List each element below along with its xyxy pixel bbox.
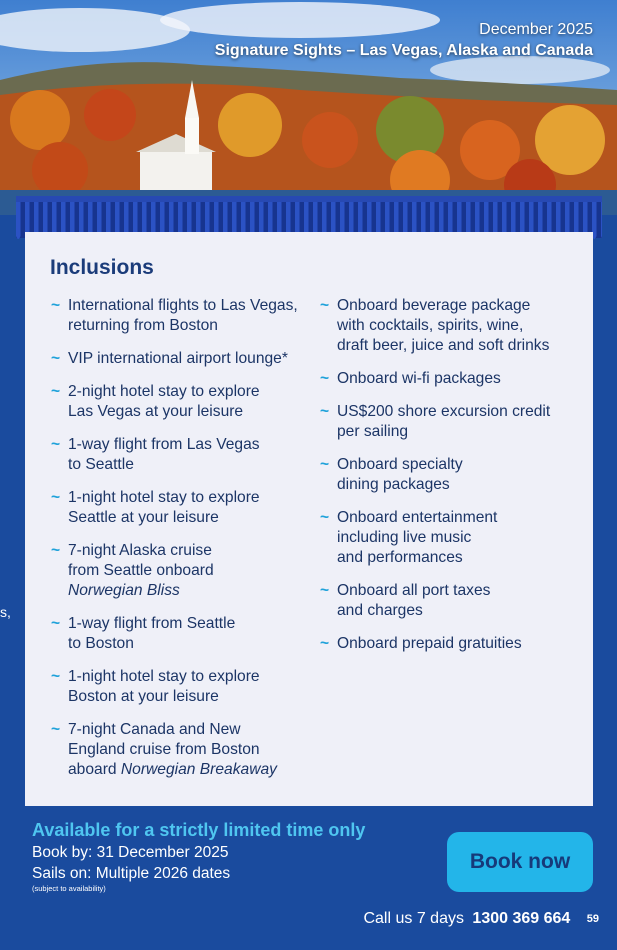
inclusion-text [68,296,311,336]
book-by-date: Book by: 31 December 2025 [32,844,229,861]
inclusion-item [51,667,311,707]
page-number: 59 [586,913,599,925]
inclusion-description: 1-way flight from Las Vegas to Seattle [68,436,260,473]
sailing-dates: Sails on: Multiple 2026 dates [32,865,231,882]
inclusion-description: 1-way flight from Seattle to Boston [68,615,236,652]
call-label: Call us 7 days [363,910,464,927]
inclusion-text [337,296,582,356]
inclusion-description: Onboard entertainment including live music and performances [337,509,498,566]
inclusion-description: US$200 shore excursion credit per sailing [337,403,551,440]
book-now-button[interactable]: Book now [447,832,593,892]
inclusion-item [51,296,311,336]
inclusion-text [337,634,582,654]
curtain-pleat [601,202,602,239]
tilde-bullet-icon: ~ [51,436,61,453]
tilde-bullet-icon: ~ [51,542,61,559]
inclusions-card [25,232,593,806]
tilde-bullet-icon: ~ [51,489,61,506]
inclusions-left-list [51,296,311,793]
issue-date: December 2025 [479,21,593,38]
inclusion-description: Onboard specialty dining packages [337,456,463,493]
inclusion-text [68,435,311,475]
inclusion-item [51,541,311,601]
inclusion-item [320,455,582,495]
inclusion-description: 1-night hotel stay to explore Boston at your leisure [68,668,260,705]
inclusion-text [68,349,311,369]
inclusion-item [51,720,311,780]
inclusion-text [337,455,582,495]
inclusion-text [337,581,582,621]
inclusion-description: Onboard wi-fi packages [337,370,501,387]
inclusions-right-list [320,296,582,667]
inclusion-text [68,488,311,528]
ship-name: Norwegian Bliss [68,582,180,599]
inclusion-text [337,369,582,389]
availability-note: (subject to availability) [32,884,106,893]
inclusion-item [320,369,582,389]
tilde-bullet-icon: ~ [51,721,61,738]
inclusion-item [51,435,311,475]
inclusion-item [320,581,582,621]
inclusion-description: International flights to Las Vegas, returning from Boston [68,297,298,334]
inclusion-text [68,541,311,601]
promo-headline: Available for a strictly limited time only [32,820,366,840]
tilde-bullet-icon: ~ [320,509,330,526]
edge-text-fragment: s, [0,604,11,620]
inclusion-description: VIP international airport lounge* [68,350,288,367]
curtain-pleat [16,202,21,239]
tilde-bullet-icon: ~ [320,635,330,652]
inclusion-description: 7-night Canada and New England cruise from Boston aboard [68,721,260,778]
inclusion-text [337,402,582,442]
inclusion-item [51,349,311,369]
inclusion-text [68,667,311,707]
inclusion-item [320,634,582,654]
inclusion-description: Onboard beverage package with cocktails, spirits, wine, draft beer, juice and soft drinks [337,297,550,354]
inclusions-heading: Inclusions [50,256,154,279]
tilde-bullet-icon: ~ [320,582,330,599]
inclusion-item [51,382,311,422]
inclusion-description: 1-night hotel stay to explore Seattle at your leisure [68,489,260,526]
tilde-bullet-icon: ~ [51,383,61,400]
inclusion-item [320,296,582,356]
tilde-bullet-icon: ~ [51,350,61,367]
promo-block [32,818,365,894]
inclusion-description: 7-night Alaska cruise from Seattle onboard [68,542,214,579]
inclusion-description: Onboard prepaid gratuities [337,635,522,652]
hero-image [0,0,617,215]
tilde-bullet-icon: ~ [320,403,330,420]
tilde-bullet-icon: ~ [320,297,330,314]
tilde-bullet-icon: ~ [320,370,330,387]
tilde-bullet-icon: ~ [51,668,61,685]
tilde-bullet-icon: ~ [51,297,61,314]
tilde-bullet-icon: ~ [320,456,330,473]
tilde-bullet-icon: ~ [51,615,61,632]
page-title: Signature Sights – Las Vegas, Alaska and Canada [214,42,593,59]
inclusion-description: Onboard all port taxes and charges [337,582,491,619]
inclusion-item [51,614,311,654]
footer-contact [363,908,599,930]
inclusion-text [337,508,582,568]
inclusion-description: 2-night hotel stay to explore Las Vegas at your leisure [68,383,260,420]
inclusion-text [68,614,311,654]
inclusion-text [68,720,311,780]
ship-name: Norwegian Breakaway [120,761,277,778]
inclusion-item [320,402,582,442]
phone-number[interactable]: 1300 369 664 [472,910,571,927]
inclusion-item [51,488,311,528]
inclusion-text [68,382,311,422]
inclusion-item [320,508,582,568]
